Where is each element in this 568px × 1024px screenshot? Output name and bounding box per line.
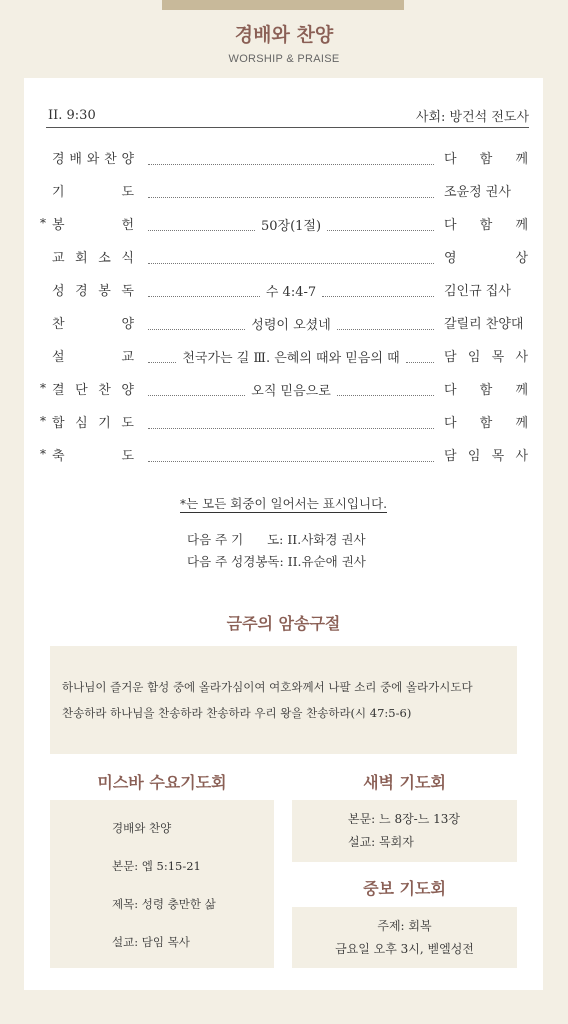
order-item-person: 다 함 께 <box>444 383 528 398</box>
order-item-detail: 성령이 오셨네 <box>251 317 331 333</box>
dot-leader <box>148 214 434 234</box>
order-item-detail: 수 4:4-7 <box>265 284 317 300</box>
order-row <box>40 379 530 399</box>
order-item-person: 다 함 께 <box>444 218 528 233</box>
order-item-person: 다 함 께 <box>444 416 528 431</box>
dot-leader <box>148 280 434 300</box>
memory-verse-line-2: 찬송하라 하나님을 찬송하라 찬송하라 우리 왕을 찬송하라(시 47:5-6) <box>62 706 412 720</box>
dawn-title: 새벽 기도회 <box>363 773 446 792</box>
order-item-label: 성 경 봉 독 <box>52 284 134 299</box>
intercession-line: 금요일 오후 3시, 벧엘성전 <box>335 942 474 956</box>
intercession-box <box>292 907 517 968</box>
wednesday-line: 제목: 성령 충만한 삶 <box>112 897 216 911</box>
memory-verse-line-1: 하나님이 즐거운 함성 중에 올라가심이여 여호와께서 나팔 소리 중에 올라가시도다 <box>62 680 473 694</box>
wednesday-line: 경배와 찬양 <box>112 821 172 835</box>
bulletin-card <box>24 78 543 990</box>
service-leader: 사회: 방건석 전도사 <box>415 110 529 125</box>
dot-leader <box>148 412 434 432</box>
order-item-label: 설 교 <box>52 350 134 365</box>
dot-leader <box>148 346 434 366</box>
wednesday-title: 미스바 수요기도회 <box>97 773 227 792</box>
dot-leader <box>148 313 434 333</box>
order-item-detail: 50장(1절) <box>260 218 322 234</box>
order-row <box>40 412 530 432</box>
wednesday-line: 설교: 담임 목사 <box>112 935 190 949</box>
memory-verse-box <box>50 646 517 754</box>
top-decor-bar <box>162 0 404 10</box>
order-item-person: 담 임 목 사 <box>444 350 528 365</box>
standing-note <box>24 494 543 512</box>
order-item-label: 봉 헌 <box>52 218 134 233</box>
next-week-reading: 다음 주 성경봉독: II.유순애 권사 <box>187 554 366 569</box>
standing-mark: * <box>179 496 187 511</box>
service-header <box>46 106 529 128</box>
dot-leader <box>148 148 434 168</box>
standing-mark: * <box>40 216 46 230</box>
wednesday-line: 본문: 엡 5:15-21 <box>112 859 201 873</box>
order-row <box>40 313 530 333</box>
order-item-person: 김인규 집사 <box>444 284 511 299</box>
order-item-person: 갈릴리 찬양대 <box>444 317 524 332</box>
order-item-label: 찬 양 <box>52 317 134 332</box>
page-title: 경배와 찬양 <box>234 24 334 46</box>
order-item-person: 담 임 목 사 <box>444 449 528 464</box>
order-item-person: 조윤정 권사 <box>444 185 511 200</box>
intercession-line: 주제: 회복 <box>377 919 432 933</box>
standing-mark: * <box>40 447 46 461</box>
wednesday-box <box>50 800 274 968</box>
order-item-label: 교 회 소 식 <box>52 251 134 266</box>
order-item-label: 경 배 와 찬 양 <box>52 152 134 167</box>
order-item-label: 축 도 <box>52 449 134 464</box>
dot-leader <box>148 379 434 399</box>
order-item-person: 영 상 <box>444 251 528 266</box>
dawn-box <box>292 800 517 862</box>
dawn-line: 본문: 느 8장-느 13장 <box>348 812 460 826</box>
dot-leader <box>148 247 434 267</box>
order-item-detail: 천국가는 길 Ⅲ. 은혜의 때와 믿음의 때 <box>182 350 400 366</box>
order-item-detail: 오직 믿음으로 <box>251 383 331 399</box>
order-row <box>40 148 530 168</box>
order-item-person: 다 함 께 <box>444 152 528 167</box>
order-item-label: 결 단 찬 양 <box>52 383 134 398</box>
next-week-prayer: 다음 주 기 도: II.사화경 권사 <box>187 532 366 547</box>
dot-leader <box>148 181 434 201</box>
page-subtitle: WORSHIP & PRAISE <box>228 53 340 65</box>
order-row <box>40 346 530 366</box>
standing-mark: * <box>40 414 46 428</box>
order-item-label: 기 도 <box>52 185 134 200</box>
order-row <box>40 445 530 465</box>
dot-leader <box>148 445 434 465</box>
order-row <box>40 280 530 300</box>
standing-mark: * <box>40 381 46 395</box>
order-item-label: 합 심 기 도 <box>52 416 134 431</box>
memory-verse-title: 금주의 암송구절 <box>226 614 341 633</box>
order-row <box>40 247 530 267</box>
dawn-line: 설교: 목회자 <box>348 835 414 849</box>
standing-note-text: 는 모든 회중이 일어서는 표시입니다. <box>186 496 388 511</box>
intercession-title: 중보 기도회 <box>363 879 446 898</box>
service-time: II. 9:30 <box>48 108 96 123</box>
order-row <box>40 181 530 201</box>
order-row <box>40 214 530 234</box>
